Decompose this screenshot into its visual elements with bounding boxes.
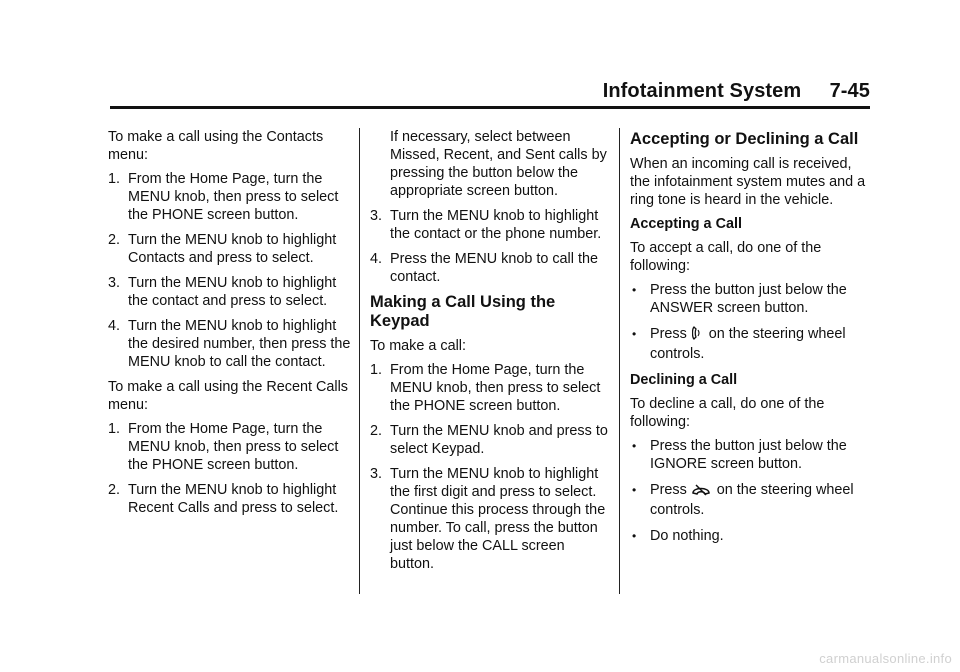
bullet-text: Press — [650, 482, 687, 498]
step-text: From the Home Page, turn the MENU knob, then press to select the PHONE screen button. — [128, 171, 339, 223]
step-text: From the Home Page, turn the MENU knob, then press to select the PHONE screen button. — [390, 362, 601, 414]
step-number: 2. — [108, 232, 121, 248]
bullet-text: on the steering wheel controls. — [650, 326, 846, 362]
page-title: Infotainment System 7-45 — [602, 80, 870, 102]
list-item — [108, 170, 353, 224]
step-text: Turn the MENU knob and press to select Keypad. — [390, 423, 608, 457]
step-number: 2. — [108, 482, 121, 498]
column-2 — [370, 128, 610, 580]
decline-intro: To decline a call, do one of the following: — [630, 396, 825, 430]
list-item — [108, 274, 353, 310]
list-item — [108, 231, 353, 267]
bullet-icon: • — [632, 283, 637, 297]
section-heading: Accepting or Declining a Call — [630, 130, 859, 148]
step-number: 1. — [108, 421, 121, 437]
list-item — [370, 422, 610, 458]
list-item — [370, 207, 610, 243]
column-divider — [359, 128, 360, 594]
bullet-icon: • — [632, 439, 637, 453]
bullet-icon: • — [632, 529, 637, 543]
list-item — [370, 250, 610, 286]
incoming-call-intro: When an incoming call is received, the infotainment system mutes and a ring tone is heard in the vehicle. — [630, 156, 866, 208]
list-item — [108, 481, 353, 517]
subheading-decline: Declining a Call — [630, 372, 738, 388]
step-text: Turn the MENU knob to highlight Recent Calls and press to select. — [128, 482, 339, 516]
phone-answer-icon — [692, 326, 702, 345]
bullet-text: Do nothing. — [650, 528, 724, 544]
list-item — [630, 281, 870, 317]
accept-intro: To accept a call, do one of the following: — [630, 240, 822, 274]
step-number: 1. — [370, 362, 383, 378]
bullet-icon: • — [632, 483, 637, 497]
step-text: From the Home Page, turn the MENU knob, then press to select the PHONE screen button. — [128, 421, 339, 473]
step-number: 2. — [370, 423, 383, 439]
page-header — [110, 78, 870, 109]
bullet-text: Press the button just below the IGNORE screen button. — [650, 438, 847, 472]
step-number: 3. — [108, 275, 121, 291]
intro-recent-calls: To make a call using the Recent Calls menu: — [108, 379, 348, 413]
step-text: Turn the MENU knob to highlight the first digit and press to select. Continue this process through the number. To call, press the button just below the CALL screen button. — [390, 466, 606, 572]
list-item — [370, 361, 610, 415]
step-number: 3. — [370, 208, 383, 224]
step-number: 3. — [370, 466, 383, 482]
bullet-icon: • — [632, 327, 637, 341]
section-heading: Making a Call Using the Keypad — [370, 293, 556, 330]
bullet-text: Press the button just below the ANSWER screen button. — [650, 282, 847, 316]
list-item — [630, 527, 870, 545]
list-item — [630, 325, 870, 363]
keypad-intro: To make a call: — [370, 338, 466, 354]
bullet-text: on the steering wheel controls. — [650, 482, 854, 518]
phone-hangup-icon — [692, 483, 710, 501]
bullet-text: Press — [650, 326, 687, 342]
step-text: Turn the MENU knob to highlight Contacts and press to select. — [128, 232, 337, 266]
watermark: carmanualsonline.info — [819, 651, 952, 666]
list-item — [630, 481, 870, 519]
list-item — [370, 465, 610, 573]
subheading-accept: Accepting a Call — [630, 216, 742, 232]
list-item — [108, 420, 353, 474]
list-item — [108, 317, 353, 371]
list-item — [630, 437, 870, 473]
column-3 — [630, 128, 870, 553]
step-text: Turn the MENU knob to highlight the contact and press to select. — [128, 275, 337, 309]
step-continuation: If necessary, select between Missed, Recent, and Sent calls by pressing the button below the appropriate screen button. — [390, 129, 607, 199]
step-text: Turn the MENU knob to highlight the contact or the phone number. — [390, 208, 602, 242]
intro-contacts: To make a call using the Contacts menu: — [108, 129, 324, 163]
step-text: Press the MENU knob to call the contact. — [390, 251, 598, 285]
column-divider — [619, 128, 620, 594]
column-1 — [108, 128, 353, 524]
step-number: 4. — [370, 251, 383, 267]
step-number: 1. — [108, 171, 121, 187]
step-number: 4. — [108, 318, 121, 334]
step-text: Turn the MENU knob to highlight the desired number, then press the MENU knob to call the contact. — [128, 318, 351, 370]
